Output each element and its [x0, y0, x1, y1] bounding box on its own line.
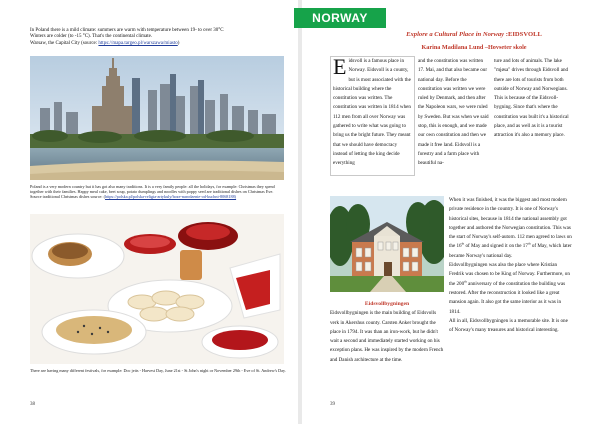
country-banner: NORWAY — [294, 8, 386, 28]
page-number-left: 38 — [30, 402, 35, 407]
festivals-caption: There are having many different festivals, for example: Doc jeits - Harvest Day, June 21st - St John's night or November 29th - Eve of St. Andrew's Day. — [30, 368, 286, 373]
map-link[interactable]: https://mapa.targeo.pl/warszawa/miasto — [98, 40, 178, 46]
intro-line: Warsaw, the Capital City (source: https://mapa.targeo.pl/warszawa/miasto) — [30, 40, 180, 46]
page-number-right: 39 — [330, 402, 335, 407]
text-column-1: Eidsvoll is a famous place in Norway. Eidsvoll is a county, but is most associated with the historical building where the constitution was written. The constitution was written in 1814 when 112 men from all over Norway was gathered to write what was going to bring us the bright future. They meant that we should have democracy instead of letting the king decide everything — [333, 54, 411, 167]
christmas-caption: Poland is a very modern country but it has got also many traditions. It is a very family people: all the holidays, for example: Christmas they spend together with their families. Happy meal cake, beet soup, potato dumplings and noodles with poppy seed are traditional dishes on Christmas Eve. Source traditional Christmas dishes source: (https://polska.pl/polska-religia-artykuly/boze-narodzenie-od-kuchni-8068188) — [30, 184, 275, 200]
text-column-2: and the constitution was written 17. Mai, and that also became our national day. Before the constitution was written we were ruled by Denmark, and then after the Napoleon wars, we were ruled by Sweden. But was when we said stop, this is enough, and we made our own constitution and then we made it free land. Eidsvoll is a forestry and a farm place with beautiful na- — [418, 58, 489, 167]
article-subtitle: Explore a Cultural Place in Norway :EIDSVOLL — [406, 31, 542, 38]
intro-line: Winters are colder (to -15 °C). That's the continental climate. — [30, 34, 153, 40]
drop-cap: E — [333, 54, 347, 79]
article-author: Karina Madilana Lund –Hovseter skole — [421, 44, 527, 51]
left-page — [0, 0, 298, 424]
place-name: :EIDSVOLL — [505, 31, 542, 38]
christmas-source-link[interactable]: https://polska.pl/polska-religia-artykuly/boze-narodzenie-od-kuchni-8068188) — [105, 194, 237, 200]
eidsvoll-building-photo — [330, 196, 444, 292]
intro-line: In Poland there is a mild climate: summers are warm with temperature between 19- to over 30°C — [30, 28, 224, 33]
section-heading: Eidsvollbygningen — [364, 301, 410, 307]
climate-intro — [30, 28, 290, 47]
christmas-dishes-photo — [30, 214, 284, 364]
warsaw-skyline-photo — [30, 56, 284, 180]
text-column-3: ture and lots of animals. The lake "mjøsa" drives through Eidsvoll and there are lots of tourists from both outside of Norway and Norwegians. This is because of the Eidsvoll-bygning. Since that's where the constitution was built it's a historical place, and as well as it is a tourist attraction it's also a memory place. — [494, 58, 569, 139]
text-column-4: When it was finished, it was the biggest and most modern private residence in the country. It is one of Norway's historical sites, because in 1814 the national assembly got together and authored the Norwegian constitution. This was the start of Norway's self-autorn. 112 men agreed to laws on the 16th of May and signed it on the 17th of May, which later became Norway's national day. Eidsvollbygningen was also the place where Kristian Fredrik was chosen to be King of Norway. Furthermore, on the 200th anniversary of the constitution the building was restored. After the reconstruction it looked like a great mansion again. It also got the same interior as it was in 1814. All in all, Eidsvollbygningen is a memorable site. It is one of Norway's many treasures and historical interesting. — [449, 197, 572, 334]
text-column-5: Eidsvollbygningen Eidsvollbygningen is the main building of Eidsvolls verk in Akershus county. Carsten Anker brought the place in 1794. It was than an iron-work, but he didn't wait a second and immediately started working on his exception plans. He was inspired by the modern French and Danish architecture at the time. — [330, 301, 444, 363]
